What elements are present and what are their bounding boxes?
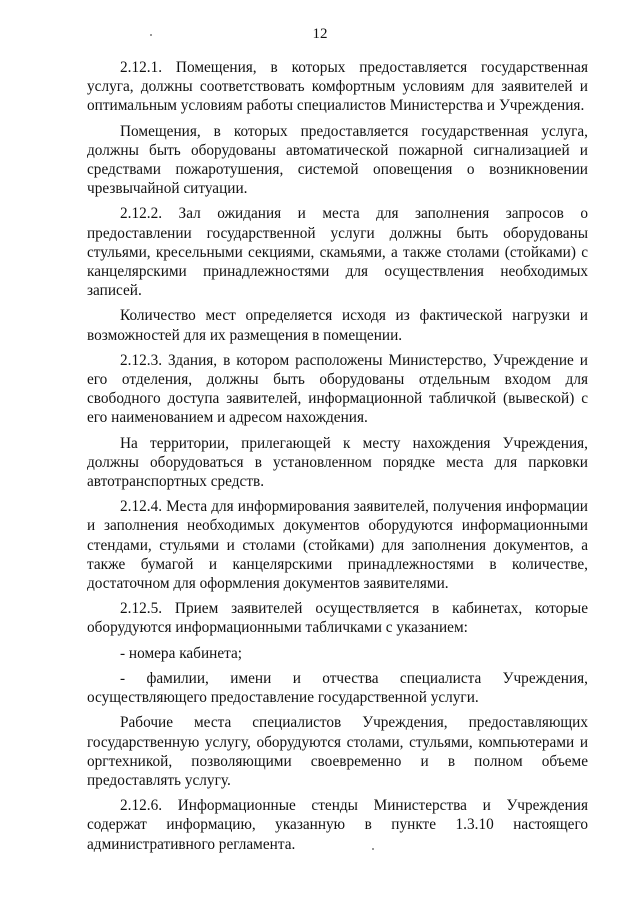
paragraph-2-12-5: 2.12.5. Прием заявителей осуществляется в кабинетах, которые оборудуются информационными табличками с указанием: <box>87 600 588 637</box>
paragraph-2-12-2: 2.12.2. Зал ожидания и места для заполнения запросов о предоставлении государственной услуги должны быть оборудованы стульями, кресельными секциями, скамьями, а также столами (стойками) с канцелярскими принадлежностями для осуществления необходимых записей. <box>87 205 588 300</box>
paragraph-2-12-1: 2.12.1. Помещения, в которых предоставляется государственная услуга, должны соответствовать комфортным условиям для заявителей и оптимальным условиям работы специалистов Министерства и Учреждения. <box>87 59 588 115</box>
paragraph-2-12-3: 2.12.3. Здания, в котором расположены Министерство, Учреждение и его отделения, должны быть оборудованы отдельным входом для свободного доступа заявителей, информационной табличкой (вывеской) с его наименованием и адресом нахождения. <box>87 351 588 427</box>
scan-speck <box>372 848 374 850</box>
paragraph-fire-safety: Помещения, в которых предоставляется государственная услуга, должны быть оборудованы автоматической пожарной сигнализацией и средствами пожаротушения, системой оповещения о возникновении чрезвычайной ситуации. <box>87 122 588 198</box>
paragraph-2-12-6: 2.12.6. Информационные стенды Министерства и Учреждения содержат информацию, указанную в пункте 1.3.10 настоящего административного регламента. <box>87 797 588 853</box>
document-body <box>87 58 588 860</box>
scan-speck <box>150 34 152 36</box>
paragraph-workplaces: Рабочие места специалистов Учреждения, предоставляющих государственную услугу, оборудуются столами, стульями, компьютерами и оргтехникой, позволяющими своевременно и в полном объеме предоставлять услугу. <box>87 714 588 789</box>
page-number: 12 <box>312 26 328 42</box>
paragraph-seat-count: Количество мест определяется исходя из фактической нагрузки и возможностей для их размещения в помещении. <box>87 307 588 344</box>
paragraph-2-12-4: 2.12.4. Места для информирования заявителей, получения информации и заполнения необходимых документов оборудуются информационными стендами, стульями и столами (стойками) для заполнения документов, а также бумагой и канцелярскими принадлежностями в количестве, достаточном для оформления документов заявителями. <box>87 498 588 593</box>
list-item-specialist-name: - фамилии, имени и отчества специалиста Учреждения, осуществляющего предоставление государственной услуги. <box>87 669 588 707</box>
paragraph-parking: На территории, прилегающей к месту нахождения Учреждения, должны оборудоваться в установленном порядке места для парковки автотранспортных средств. <box>87 434 588 491</box>
list-item-cabinet-number: - номера кабинета; <box>120 644 243 662</box>
